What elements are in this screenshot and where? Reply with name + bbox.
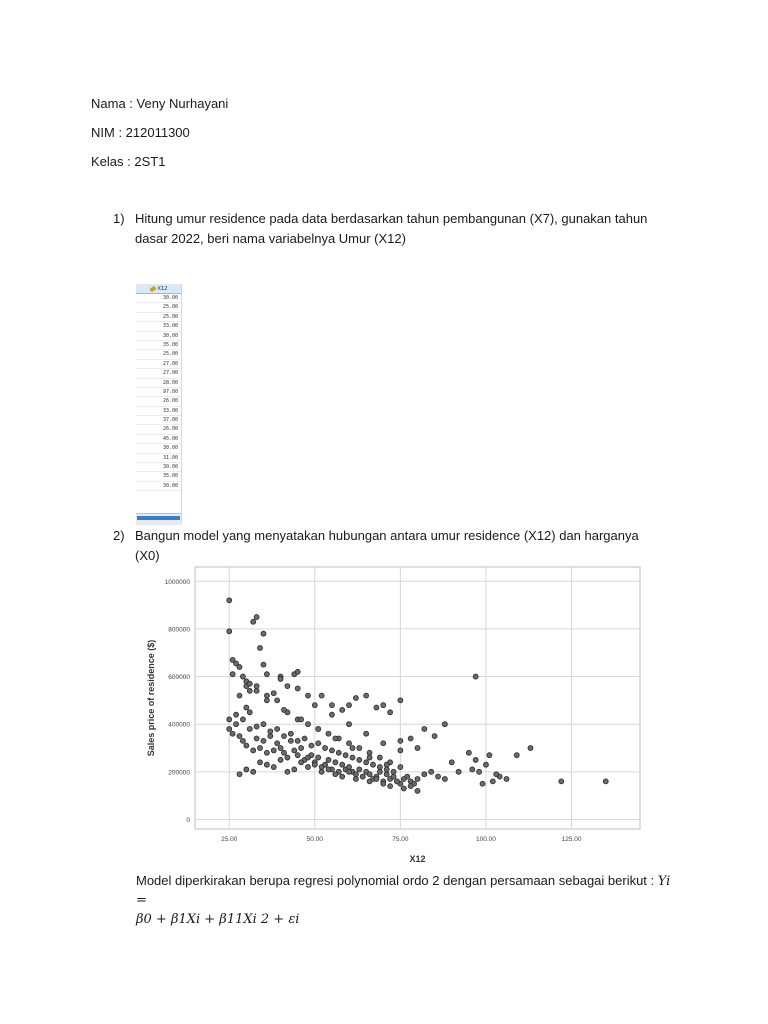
data-point — [333, 772, 338, 777]
data-point — [367, 750, 372, 755]
model-text: Model diperkirakan berupa regresi polynomial ordo 2 dengan persamaan sebagai berikut : — [136, 873, 658, 888]
data-point — [288, 738, 293, 743]
x-axis-label: X12 — [409, 854, 426, 864]
data-point — [230, 731, 235, 736]
question-2-text: Bangun model yang menyatakan hubungan antara umur residence (X12) dan harganya (X0) — [135, 528, 639, 563]
data-point — [374, 776, 379, 781]
data-point — [251, 748, 256, 753]
data-point — [347, 703, 352, 708]
data-point — [302, 736, 307, 741]
data-point — [285, 755, 290, 760]
x-tick-label: 125.00 — [561, 836, 582, 843]
data-point — [401, 786, 406, 791]
data-point — [422, 726, 427, 731]
data-point — [449, 760, 454, 765]
data-point — [261, 722, 266, 727]
spss-cell[interactable]: 30.00 — [136, 332, 181, 341]
data-point — [367, 779, 372, 784]
data-point — [316, 741, 321, 746]
data-point — [329, 712, 334, 717]
spss-cell[interactable]: 33.00 — [136, 407, 181, 416]
spss-cell[interactable]: 26.00 — [136, 425, 181, 434]
data-point — [353, 772, 358, 777]
data-point — [347, 769, 352, 774]
data-point — [381, 781, 386, 786]
data-point — [394, 779, 399, 784]
spss-column-name: X12 — [157, 285, 168, 292]
data-point — [347, 765, 352, 770]
data-point — [247, 726, 252, 731]
data-point — [326, 731, 331, 736]
data-point — [258, 746, 263, 751]
data-point — [384, 767, 389, 772]
data-point — [391, 769, 396, 774]
y-tick-label: 200000 — [168, 769, 190, 777]
data-point — [494, 772, 499, 777]
data-point — [261, 631, 266, 636]
data-point — [305, 693, 310, 698]
data-point — [480, 781, 485, 786]
data-point — [288, 731, 293, 736]
y-tick-label: 600000 — [168, 674, 190, 682]
data-point — [364, 760, 369, 765]
data-point — [254, 615, 259, 620]
data-point — [227, 598, 232, 603]
data-point — [487, 753, 492, 758]
data-point — [258, 760, 263, 765]
data-point — [240, 738, 245, 743]
data-point — [312, 703, 317, 708]
data-point — [251, 619, 256, 624]
data-point — [415, 746, 420, 751]
data-point — [340, 707, 345, 712]
data-point — [377, 755, 382, 760]
data-point — [381, 703, 386, 708]
data-point — [350, 755, 355, 760]
spss-cell[interactable]: 28.00 — [136, 379, 181, 388]
spss-cell[interactable]: 30.00 — [136, 294, 181, 303]
scatter-chart — [140, 562, 650, 867]
data-point — [364, 731, 369, 736]
data-point — [357, 746, 362, 751]
data-point — [247, 710, 252, 715]
spss-cell[interactable]: 35.00 — [136, 472, 181, 481]
data-point — [305, 765, 310, 770]
student-nim: NIM : 212011300 — [91, 125, 190, 140]
data-point — [285, 684, 290, 689]
data-point — [559, 779, 564, 784]
spss-cell[interactable]: 31.00 — [136, 454, 181, 463]
data-point — [388, 710, 393, 715]
data-point — [367, 755, 372, 760]
data-point — [340, 762, 345, 767]
data-point — [275, 726, 280, 731]
data-point — [367, 772, 372, 777]
data-point — [326, 757, 331, 762]
data-point — [340, 774, 345, 779]
data-point — [230, 672, 235, 677]
spss-cell[interactable]: 97.00 — [136, 388, 181, 397]
spss-cell[interactable]: 45.00 — [136, 435, 181, 444]
data-point — [295, 738, 300, 743]
y-axis-label: Sales price of residence ($) — [146, 639, 156, 757]
data-point — [398, 765, 403, 770]
data-point — [295, 669, 300, 674]
spss-cell[interactable]: 30.00 — [136, 482, 181, 491]
data-point — [477, 769, 482, 774]
data-point — [264, 762, 269, 767]
data-point — [227, 717, 232, 722]
data-point — [268, 729, 273, 734]
spss-cell[interactable]: 25.00 — [136, 350, 181, 359]
data-point — [271, 691, 276, 696]
data-point — [377, 769, 382, 774]
data-point — [381, 741, 386, 746]
data-point — [456, 769, 461, 774]
data-point — [261, 738, 266, 743]
data-point — [271, 765, 276, 770]
data-point — [234, 712, 239, 717]
data-point — [254, 736, 259, 741]
data-point — [405, 774, 410, 779]
spss-cell[interactable]: 25.00 — [136, 313, 181, 322]
data-point — [398, 738, 403, 743]
data-point — [237, 693, 242, 698]
data-point — [336, 750, 341, 755]
data-point — [347, 741, 352, 746]
spss-cell[interactable]: 33.00 — [136, 322, 181, 331]
data-point — [264, 698, 269, 703]
data-point — [514, 753, 519, 758]
data-point — [360, 774, 365, 779]
data-point — [278, 746, 283, 751]
data-point — [275, 741, 280, 746]
model-description — [136, 872, 676, 929]
data-point — [408, 736, 413, 741]
data-point — [244, 767, 249, 772]
data-point — [299, 746, 304, 751]
model-equation-rhs: β0 + β1Xi + β11Xi 2 + εi — [136, 912, 300, 927]
data-point — [490, 779, 495, 784]
data-point — [247, 681, 252, 686]
data-point — [415, 776, 420, 781]
data-point — [603, 779, 608, 784]
data-point — [254, 684, 259, 689]
data-point — [282, 707, 287, 712]
data-point — [326, 767, 331, 772]
data-point — [227, 726, 232, 731]
data-point — [473, 674, 478, 679]
data-point — [319, 693, 324, 698]
pencil-icon — [149, 285, 156, 292]
data-point — [282, 734, 287, 739]
x-tick-label: 75.00 — [392, 836, 409, 843]
data-point — [237, 772, 242, 777]
data-point — [374, 705, 379, 710]
data-point — [384, 762, 389, 767]
data-point — [398, 748, 403, 753]
data-point — [282, 750, 287, 755]
data-point — [353, 776, 358, 781]
data-point — [240, 717, 245, 722]
x-tick-label: 50.00 — [306, 836, 323, 843]
scatter-plot-svg — [140, 562, 650, 867]
data-point — [357, 757, 362, 762]
data-point — [264, 750, 269, 755]
data-point — [234, 722, 239, 727]
data-point — [299, 717, 304, 722]
spss-cell[interactable]: 35.00 — [136, 341, 181, 350]
data-point — [264, 672, 269, 677]
data-point — [323, 762, 328, 767]
data-point — [398, 698, 403, 703]
data-point — [371, 762, 376, 767]
student-class: Kelas : 2ST1 — [91, 154, 166, 169]
spss-scrollbar[interactable] — [136, 513, 181, 525]
scroll-thumb[interactable] — [137, 516, 180, 520]
data-point — [384, 772, 389, 777]
data-point — [408, 784, 413, 789]
data-point — [271, 748, 276, 753]
data-point — [299, 760, 304, 765]
data-point — [275, 698, 280, 703]
spss-cell[interactable]: 25.00 — [136, 303, 181, 312]
data-point — [227, 629, 232, 634]
y-tick-label: 800000 — [168, 626, 190, 634]
data-point — [247, 688, 252, 693]
x-tick-label: 25.00 — [221, 836, 238, 843]
data-point — [466, 750, 471, 755]
data-point — [333, 760, 338, 765]
data-point — [329, 748, 334, 753]
data-point — [254, 724, 259, 729]
data-point — [309, 743, 314, 748]
data-point — [528, 746, 533, 751]
x-tick-label: 100.00 — [476, 836, 496, 843]
data-point — [422, 772, 427, 777]
data-point — [353, 696, 358, 701]
y-tick-label: 1000000 — [164, 578, 190, 586]
data-point — [470, 767, 475, 772]
data-point — [244, 743, 249, 748]
data-point — [268, 734, 273, 739]
data-point — [436, 774, 441, 779]
spss-data-column — [136, 284, 182, 524]
question-1-text: Hitung umur residence pada data berdasarkan tahun pembangunan (X7), gunakan tahun dasar 2022, beri nama variabelnya Umur (X12) — [135, 211, 648, 246]
data-point — [237, 734, 242, 739]
student-name: Nama : Veny Nurhayani — [91, 96, 229, 111]
question-1-number: 1) — [113, 211, 125, 226]
spss-cell[interactable]: 30.00 — [136, 444, 181, 453]
data-point — [473, 757, 478, 762]
data-point — [244, 705, 249, 710]
data-point — [350, 746, 355, 751]
data-point — [251, 769, 256, 774]
data-point — [377, 765, 382, 770]
data-point — [329, 703, 334, 708]
y-tick-label: 0 — [186, 816, 190, 824]
data-point — [432, 734, 437, 739]
spss-cell[interactable]: 26.00 — [136, 397, 181, 406]
data-point — [278, 757, 283, 762]
data-point — [333, 736, 338, 741]
spss-column-header[interactable] — [136, 284, 181, 294]
data-point — [391, 774, 396, 779]
spss-cell[interactable]: 27.00 — [136, 360, 181, 369]
spss-cell[interactable]: 30.00 — [136, 463, 181, 472]
data-point — [264, 693, 269, 698]
data-point — [261, 662, 266, 667]
data-point — [343, 753, 348, 758]
data-point — [312, 762, 317, 767]
data-point — [442, 722, 447, 727]
data-point — [347, 722, 352, 727]
data-point — [319, 769, 324, 774]
data-point — [295, 753, 300, 758]
data-point — [316, 726, 321, 731]
data-point — [305, 722, 310, 727]
data-point — [323, 746, 328, 751]
data-point — [364, 693, 369, 698]
spss-cell[interactable]: 27.00 — [136, 369, 181, 378]
data-point — [388, 784, 393, 789]
data-point — [429, 769, 434, 774]
data-point — [415, 788, 420, 793]
question-2-number: 2) — [113, 528, 125, 543]
data-point — [292, 767, 297, 772]
data-point — [254, 688, 259, 693]
data-point — [258, 645, 263, 650]
data-point — [292, 748, 297, 753]
model-equation-lhs: Yi = — [136, 874, 671, 908]
data-point — [309, 753, 314, 758]
data-point — [442, 776, 447, 781]
y-tick-label: 400000 — [168, 721, 190, 729]
data-point — [278, 676, 283, 681]
data-point — [237, 665, 242, 670]
spss-cell[interactable]: 37.00 — [136, 416, 181, 425]
data-point — [357, 767, 362, 772]
data-point — [285, 769, 290, 774]
data-point — [483, 762, 488, 767]
data-point — [240, 674, 245, 679]
data-point — [316, 755, 321, 760]
data-point — [295, 686, 300, 691]
data-point — [504, 776, 509, 781]
